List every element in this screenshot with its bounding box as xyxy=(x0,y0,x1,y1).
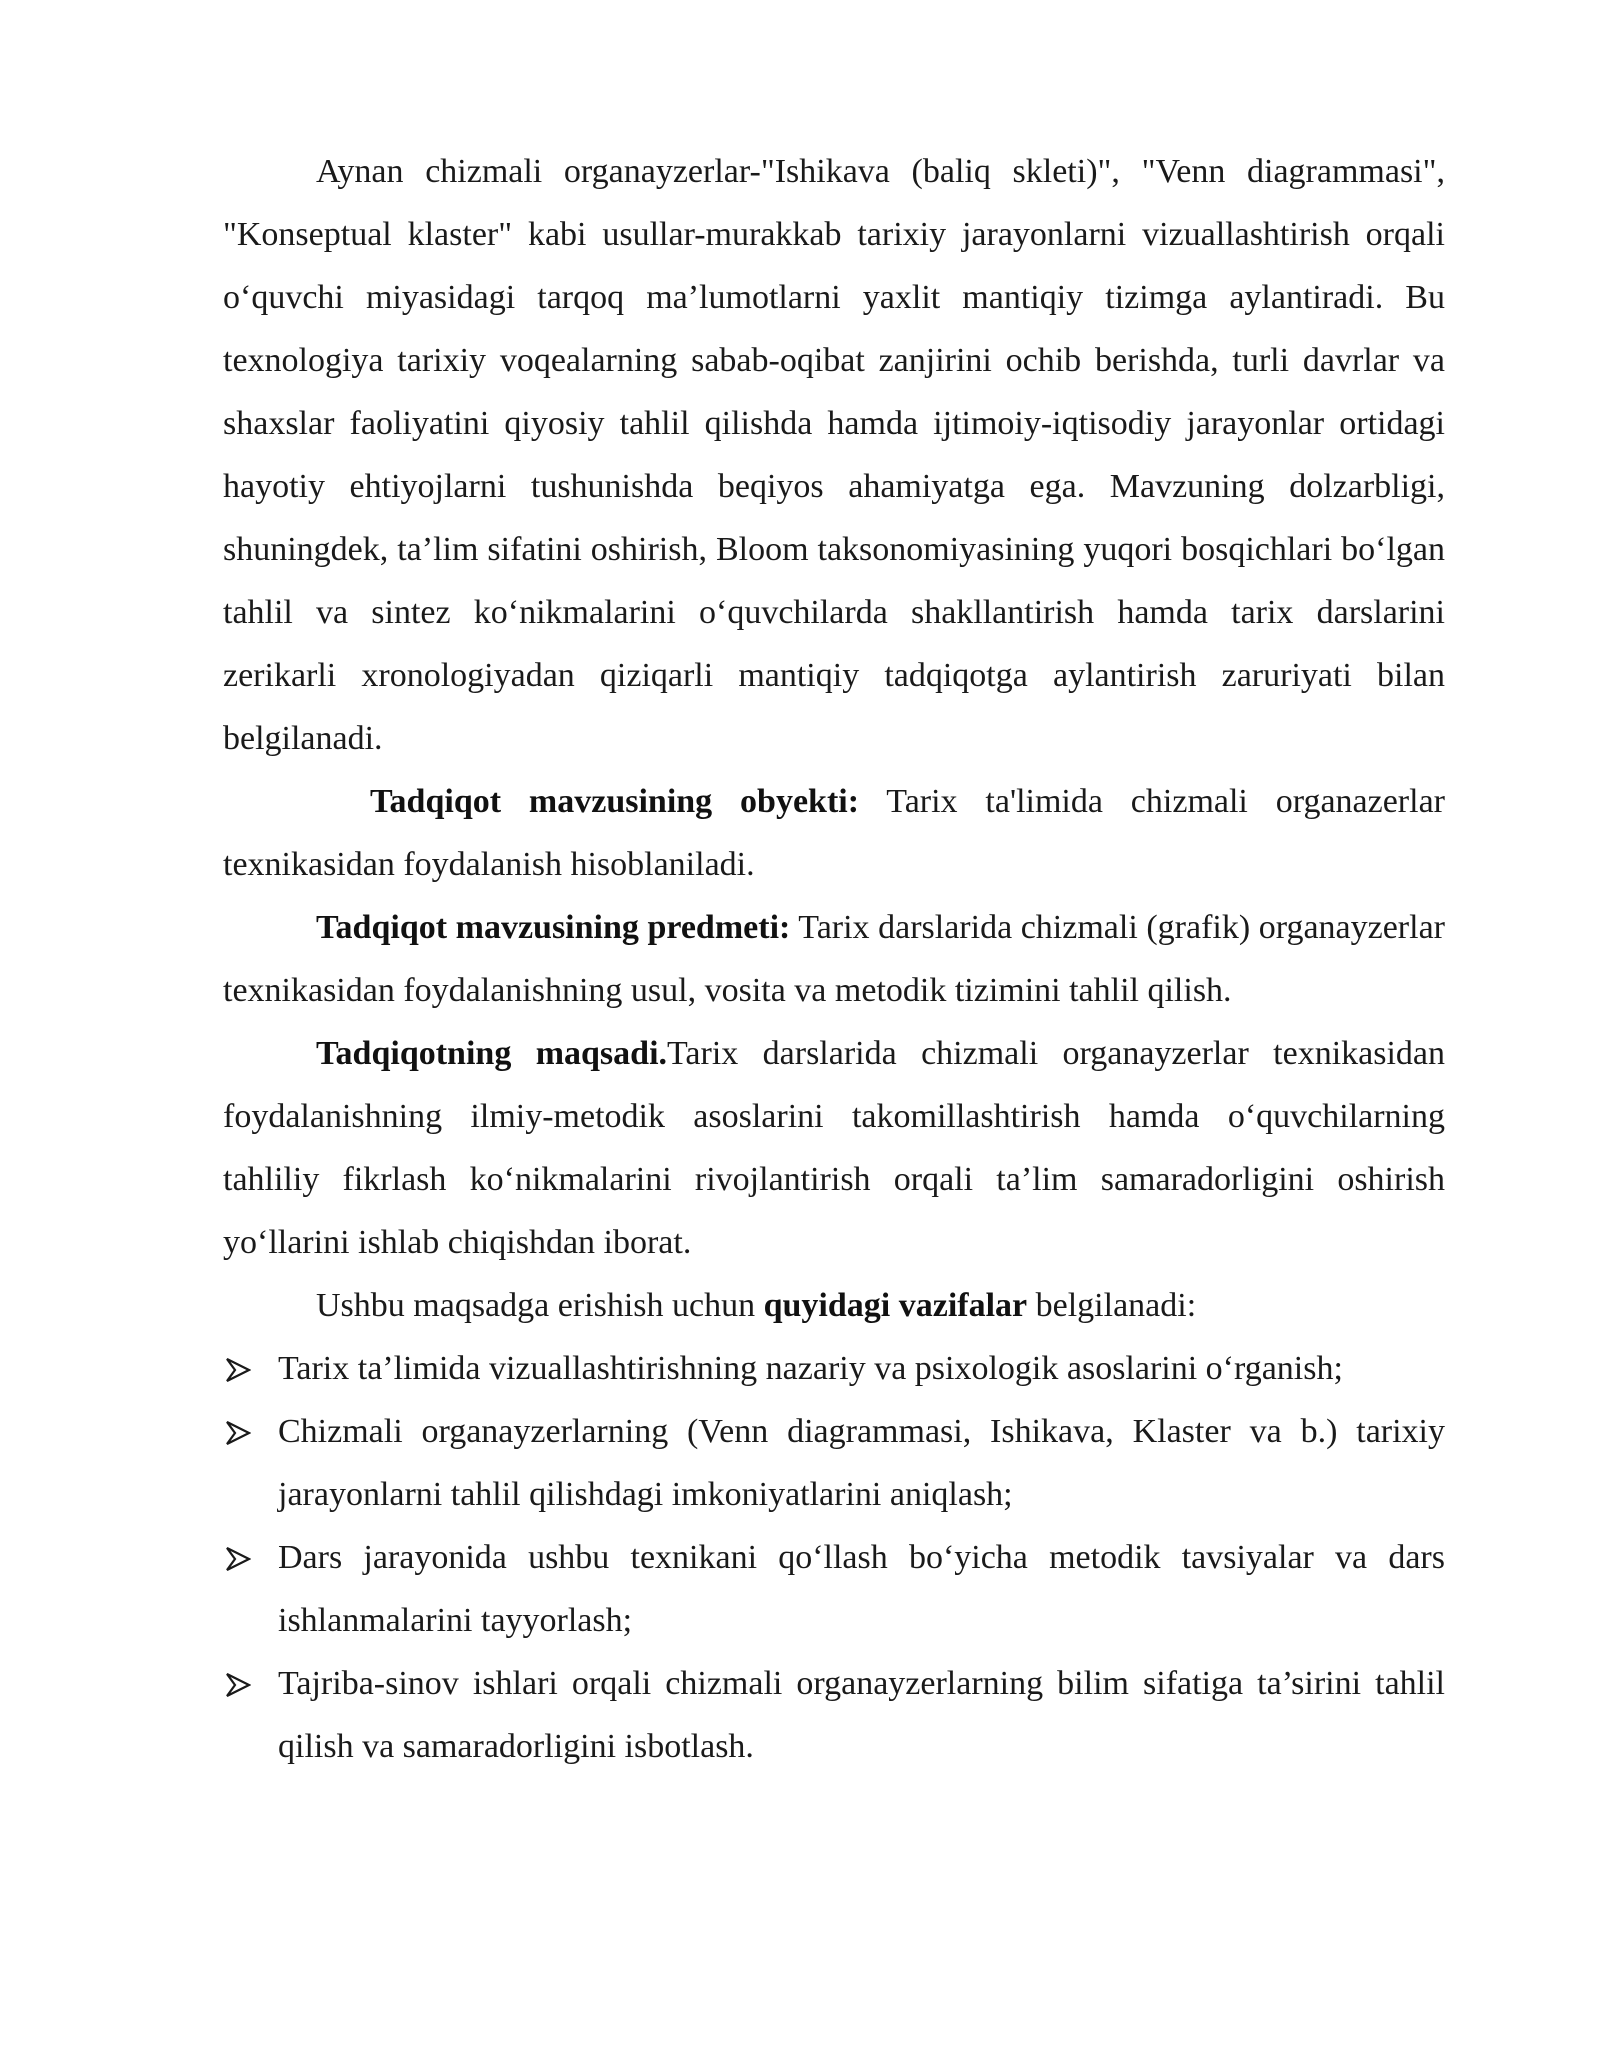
intro-paragraph: Aynan chizmali organayzerlar-"Ishikava (baliq skleti)", "Venn diagrammasi", "Konseptual klaster" kabi usullar-murakkab tarixiy jarayonlarni vizuallashtirish orqali o‘quvchi miyasidagi tarqoq ma’lumotlarni yaxlit mantiqiy tizimga aylantiradi. Bu texnologiya tarixiy voqealarning sabab-oqibat zanjirini ochib berishda, turli davrlar va shaxslar faoliyatini qiyosiy tahlil qilishda hamda ijtimoiy-iqtisodiy jarayonlar ortidagi hayotiy ehtiyojlarni tushunishda beqiyos ahamiyatga ega. Mavzuning dolzarbligi, shuningdek, ta’lim sifatini oshirish, Bloom taksonomiyasining yuqori bosqichlari bo‘lgan tahlil va sintez ko‘nikmalarini o‘quvchilarda shakllantirish hamda tarix darslarini zerikarli xronologiyadan qiziqarli mantiqiy tadqiqotga aylantirish zaruriyati bilan belgilanadi. xyxy=(223,153,1445,757)
arrowhead-bullet-icon xyxy=(223,1526,253,1589)
research-object-label: Tadqiqot mavzusining obyekti: xyxy=(370,783,860,820)
task-text: Tarix ta’limida vizuallashtirishning nazariy va psixologik asoslarini o‘rganish; xyxy=(278,1350,1343,1387)
research-subject-text: Tarix darslarida chizmali (grafik) organayzerlar texnikasidan foydalanishning usul, vosita va metodik tizimini tahlil qilish. xyxy=(223,909,1445,1009)
task-text: Chizmali organayzerlarning (Venn diagrammasi, Ishikava, Klaster va b.) tarixiy jarayonlarni tahlil qilishdagi imkoniyatlarini aniqlash; xyxy=(278,1413,1445,1513)
research-goal-label: Tadqiqotning maqsadi. xyxy=(316,1035,668,1072)
research-object-text: Tarix ta'limida chizmali organazerlar texnikasidan foydalanish hisoblaniladi. xyxy=(223,783,1445,883)
task-text: Dars jarayonida ushbu texnikani qo‘llash bo‘yicha metodik tavsiyalar va dars ishlanmalarini tayyorlash; xyxy=(278,1539,1445,1639)
research-object-paragraph xyxy=(223,770,1445,896)
tasks-intro-bold: quyidagi vazifalar xyxy=(763,1287,1028,1324)
task-item xyxy=(223,1337,1445,1400)
task-list xyxy=(223,1337,1445,1778)
arrowhead-bullet-icon xyxy=(223,1652,253,1715)
research-goal-paragraph xyxy=(223,1022,1445,1274)
task-text: Tajriba-sinov ishlari orqali chizmali organayzerlarning bilim sifatiga ta’sirini tahlil qilish va samaradorligini isbotlash. xyxy=(278,1665,1445,1765)
arrowhead-bullet-icon xyxy=(223,1400,253,1463)
task-item xyxy=(223,1400,1445,1526)
tasks-intro-before: Ushbu maqsadga erishish uchun xyxy=(316,1287,764,1324)
task-item xyxy=(223,1526,1445,1652)
research-subject-label: Tadqiqot mavzusining predmeti: xyxy=(316,909,791,946)
tasks-intro-after: belgilanadi: xyxy=(1027,1287,1197,1324)
research-subject-paragraph xyxy=(223,896,1445,1022)
research-goal-text: Tarix darslarida chizmali organayzerlar texnikasidan foydalanishning ilmiy-metodik asoslarini takomillashtirish hamda o‘quvchilarning tahliliy fikrlash ko‘nikmalarini rivojlantirish orqali ta’lim samaradorligini oshirish yo‘llarini ishlab chiqishdan iborat. xyxy=(223,1035,1446,1261)
tasks-intro-paragraph xyxy=(223,1274,1445,1337)
document-page xyxy=(223,140,1445,1778)
arrowhead-bullet-icon xyxy=(223,1337,253,1400)
task-item xyxy=(223,1652,1445,1778)
